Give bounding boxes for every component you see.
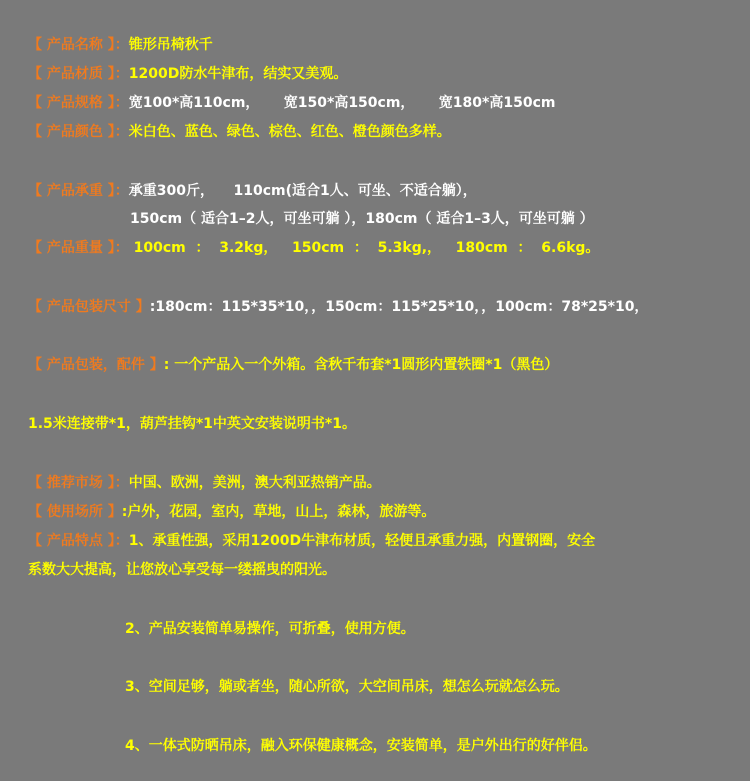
product-load-label: 【 产品承重 】： [28, 183, 129, 199]
product-features-line3: 2、产品安装简单易操作，可折叠，使用方便。 [125, 621, 415, 637]
product-features-line5: 4、一体式防晒吊床，融入环保健康概念，安装简单，是户外出行的好伴侣。 [125, 738, 597, 754]
product-packing-line2: 1.5米连接带*1，葫芦挂钩*1中英文安装说明书*1。 [28, 416, 356, 432]
product-weight-value: 100cm ： 3.2kg， 150cm ： 5.3kg,， 180cm ： 6.6kg。 [128, 240, 600, 256]
product-material-row [28, 64, 347, 84]
product-market-value: 中国、欧洲，美洲，澳大利亚热销产品。 [128, 475, 381, 491]
product-pack-size-value: :180cm：115*35*10，，150cm：115*25*10，，100cm：78*25*10， [149, 299, 649, 315]
product-load-line1: 承重300斤， 110cm(适合1人、可坐、不适合躺）， [128, 183, 477, 199]
product-weight-label: 【 产品重量 】： [28, 240, 129, 256]
product-weight-row [28, 238, 599, 258]
product-features-line2: 系数大大提高，让您放心享受每一缕摇曳的阳光。 [28, 562, 336, 578]
product-spec-label: 【 产品规格 】： [28, 95, 129, 111]
product-place-value: :户外，花园，室内，草地，山上，森林，旅游等。 [121, 504, 436, 520]
product-spec-row [28, 93, 555, 113]
product-features-row [28, 531, 595, 551]
product-name-label: 【 产品名称 】： [28, 37, 129, 53]
product-color-row [28, 122, 451, 142]
product-packing-value: : 一个产品入一个外箱。含秋千布套*1圆形内置铁圈*1（黑色） [163, 357, 559, 373]
product-pack-size-row [28, 297, 648, 317]
product-place-row [28, 502, 435, 522]
product-load-line2: 150cm（ 适合1–2人，可坐可躺 ），180cm（ 适合1–3人，可坐可躺 ） [130, 211, 594, 227]
product-color-label: 【 产品颜色 】： [28, 124, 129, 140]
product-market-row [28, 473, 381, 493]
product-features-label: 【 产品特点 】： [28, 533, 129, 549]
product-packing-label: 【 产品包装，配件 】 [28, 357, 164, 373]
product-features-line4: 3、空间足够，躺或者坐，随心所欲，大空间吊床，想怎么玩就怎么玩。 [125, 679, 569, 695]
product-spec-value: 宽100*高110cm， 宽150*高150cm， 宽180*高150cm [128, 95, 556, 111]
product-market-label: 【 推荐市场 】： [28, 475, 129, 491]
product-pack-size-label: 【 产品包装尺寸 】 [28, 299, 150, 315]
product-features-line1: 1、承重性强，采用1200D牛津布材质，轻便且承重力强，内置钢圈，安全 [128, 533, 596, 549]
product-packing-row [28, 355, 558, 375]
product-material-value: 1200D防水牛津布，结实又美观。 [128, 66, 348, 82]
product-place-label: 【 使用场所 】 [28, 504, 122, 520]
product-name-row [28, 35, 213, 55]
product-material-label: 【 产品材质 】： [28, 66, 129, 82]
product-name-value: 锥形吊椅秋千 [128, 37, 213, 53]
product-color-value: 米白色、蓝色、绿色、棕色、红色、橙色颜色多样。 [128, 124, 451, 140]
product-load-row [28, 181, 477, 201]
